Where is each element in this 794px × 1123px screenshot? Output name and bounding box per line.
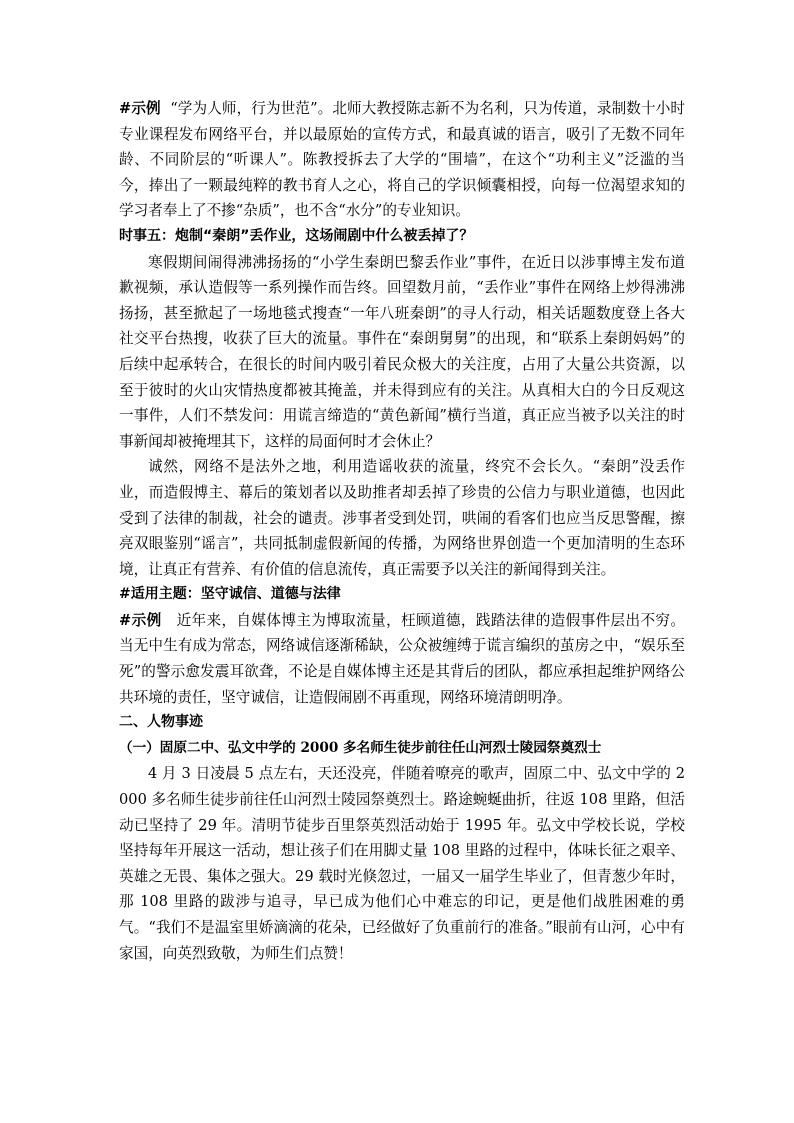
section-heading-people: 二、人物事迹 [119, 714, 203, 731]
applicable-theme-heading: #适用主题：坚守诚信、道德与法律 [119, 586, 341, 603]
example-text: 近年来，自媒体博主为博取流量，枉顾道德，践踏法律的造假事件层出不穷。当无中生有成为常态，网络诚信逐渐稀缺，公众被缠缚于谎言编织的茧房之中，“娱乐至死”的警示愈发震耳欲聋，不论是自媒体博主还是其背后的团队，都应承担起维护网络公共环境的责任，坚守诚信，让造假闹剧不再重现，网络环境清朗明净。 [119, 611, 685, 706]
example-label: #示例 [119, 611, 162, 629]
document-page [119, 96, 685, 966]
body-paragraph-3: 4 月 3 日凌晨 5 点左右，天还没亮，伴随着嘹亮的歌声，固原二中、弘文中学的 2000 多名师生徒步前往任山河烈士陵园祭奠烈士。路途蜿蜒曲折，往返 108 里路，但活动已坚持了 29 年。清明节徒步百里祭英烈活动始于 1995 年。弘文中学校长说，学校坚持每年开展这一活动，想让孩子们在用脚丈量 108 里路的过程中，体味长征之艰辛、英雄之无畏、集体之强大。29 载时光倏忽过，一届又一届学生毕业了，但青葱少年时，那 108 里路的跋涉与追寻，早已成为他们心中难忘的印记，更是他们战胜困难的勇气。“我们不是温室里娇滴滴的花朵，已经做好了负重前行的准备。”眼前有山河，心中有家国，向英烈致敬，为师生们点赞！ [119, 765, 685, 962]
example-label: #示例 [119, 100, 161, 117]
section-heading-current-affairs-5: 时事五：炮制“秦朗”丢作业，这场闹剧中什么被丢掉了？ [119, 227, 474, 244]
example-paragraph-2 [119, 608, 685, 710]
example-paragraph-1 [119, 96, 685, 224]
body-paragraph-2: 诚然，网络不是法外之地，利用造谣收获的流量，终究不会长久。“秦朗”没丢作业，而造假博主、幕后的策划者以及助推者却丢掉了珍贵的公信力与职业道德，也因此受到了法律的制裁，社会的谴责。涉事者受到处罚，哄闹的看客们也应当反思警醒，擦亮双眼鉴别“谣言”，共同抵制虚假新闻的传播，为网络世界创造一个更加清明的生态环境，让真正有营养、有价值的信息流传，真正需要予以关注的新闻得到关注。 [119, 458, 685, 578]
subsection-heading-1: （一）固原二中、弘文中学的 2000 多名师生徒步前往任山河烈士陵园祭奠烈士 [119, 739, 602, 756]
body-paragraph-1: 寒假期间闹得沸沸扬扬的“小学生秦朗巴黎丢作业”事件，在近日以涉事博主发布道歉视频，承认造假等一系列操作而告终。回望数月前，“丢作业”事件在网络上炒得沸沸扬扬，甚至掀起了一场地毯式搜查“一年八班秦朗”的寻人行动，相关话题数度登上各大社交平台热搜，收获了巨大的流量。事件在“秦朗舅舅”的出现，和“联系上秦朗妈妈”的后续中起承转合，在很长的时间内吸引着民众极大的关注度，占用了大量公共资源，以至于彼时的火山灾情热度都被其掩盖，并未得到应有的关注。从真相大白的今日反观这一事件，人们不禁发问：用谎言缔造的“黄色新闻”横行当道，真正应当被予以关注的时事新闻却被掩埋其下，这样的局面何时才会休止？ [119, 253, 685, 450]
example-text: “学为人师，行为世范”。北师大教授陈志新不为名利，只为传道，录制数十小时专业课程发布网络平台，并以最原始的宣传方式，和最真诚的语言，吸引了无数不同年龄、不同阶层的“听课人”。陈教授拆去了大学的“围墙”，在这个“功利主义”泛滥的当今，捧出了一颗最纯粹的教书育人之心，将自己的学识倾囊相授，向每一位渴望求知的学习者奉上了不掺“杂质”，也不含“水分”的专业知识。 [119, 100, 685, 220]
